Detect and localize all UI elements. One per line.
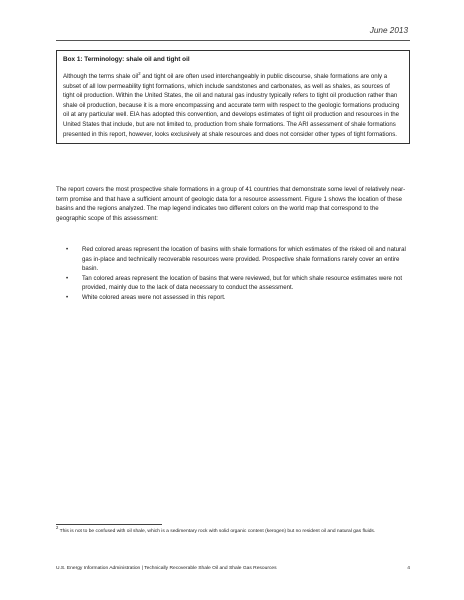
bullet-item-white bbox=[56, 293, 408, 303]
terminology-box bbox=[56, 50, 410, 144]
bullet-text: White colored areas were not assessed in this report. bbox=[82, 293, 226, 301]
legend-bullet-list bbox=[56, 245, 408, 303]
bullet-icon: • bbox=[66, 293, 69, 301]
footer-source: U.S. Energy Information Administration | Technically Recoverable Shale Oil and Shale Gas Resources bbox=[56, 566, 277, 571]
footnote-text: This is not to be confused with oil shale, which is a sedimentary rock with solid organic content (kerogen) but no resident oil and natural gas fluids. bbox=[58, 529, 376, 534]
header-divider bbox=[56, 40, 410, 41]
bullet-item-tan bbox=[56, 274, 408, 293]
bullet-text: Tan colored areas represent the location of basins that were reviewed, but for which shale resource estimates were not provided, mainly due to the lack of data necessary to conduct the assessment. bbox=[82, 274, 403, 292]
body-paragraph: The report covers the most prospective shale formations in a group of 41 countries that demonstrate some level of relatively near-term promise and that have a sufficient amount of geologic data for a resource assessment. Figure 1 shows the location of these basins and the regions analyzed. The map legend indicates two different colors on the world map that correspond to the geographic scope of this assessment: bbox=[56, 186, 406, 222]
box-title: Box 1: Terminology: shale oil and tight oil bbox=[63, 56, 190, 63]
box-text-start: Although the terms shale oil bbox=[63, 73, 139, 80]
footnote-number: 2 bbox=[56, 525, 59, 530]
box-text bbox=[63, 72, 403, 139]
footnote bbox=[56, 525, 410, 536]
bullet-text: Red colored areas represent the location of basins with shale formations for which estimates of the risked oil and natural gas in-place and technically recoverable resources were provided. Prospective shale formations rarely cover an entire basin. bbox=[82, 246, 406, 273]
bullet-icon: • bbox=[66, 246, 69, 253]
box-text-rest: and tight oil are often used interchangeably in public discourse, shale formations are only a subset of all low permeability tight formations, which include sandstones and carbonates, as well as shales, as sources of tight oil production. Within the United States, the oil and natural gas industry typically refers to tight oil production rather than shale oil production, because it is a more encompassing and accurate term with respect to the geologic formations producing oil at any particular well. EIA has adopted this convention, and develops estimates of tight oil production and resources in the United States that include, but are not limited to, production from shale formations. The ARI assessment of shale formations presented in this report, however, looks exclusively at shale resources and does not consider other types of tight formations. bbox=[63, 73, 400, 138]
page-number: 4 bbox=[407, 566, 410, 571]
header-date: June 2013 bbox=[369, 26, 408, 35]
bullet-icon: • bbox=[66, 274, 69, 282]
footnote-divider bbox=[56, 524, 162, 525]
bullet-item-red bbox=[56, 245, 408, 274]
footnote-reference[interactable]: 2 bbox=[138, 71, 141, 76]
